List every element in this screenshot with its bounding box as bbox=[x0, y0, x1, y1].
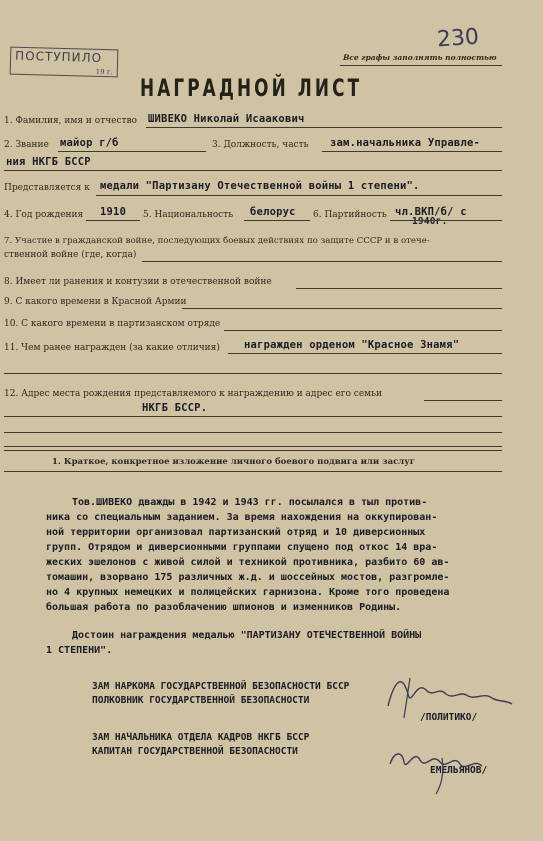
archive-number: 230 bbox=[436, 24, 480, 53]
section-heading: 1. Краткое, конкретное изложение личного боевого подвига или заслуг bbox=[52, 457, 415, 467]
all-fields-note: Все графы заполнять полностью bbox=[343, 53, 497, 62]
field3-line bbox=[322, 151, 502, 152]
field12-line bbox=[424, 400, 502, 401]
field1-value: ШИВЕКО Николай Исаакович bbox=[148, 113, 305, 125]
field2-value: майор г/б bbox=[60, 137, 119, 149]
field12-line-cont2 bbox=[4, 432, 502, 433]
field2-line bbox=[58, 151, 206, 152]
field5-label: 5. Национальность bbox=[143, 210, 234, 220]
received-stamp bbox=[10, 47, 119, 78]
signature2-title: ЗАМ НАЧАЛЬНИКА ОТДЕЛА КАДРОВ НКГБ БССР bbox=[92, 732, 310, 743]
field3-value: зам.начальника Управле- bbox=[330, 137, 480, 149]
field6-line bbox=[390, 220, 502, 221]
body-line: жеских эшелонов с живой силой и техникой противника, разбито 60 ав- bbox=[46, 557, 450, 568]
body-line: но 4 крупных немецких и полицейских гарнизона. Кроме того проведена bbox=[46, 587, 450, 598]
page-title: НАГРАДНОЙ ЛИСТ bbox=[140, 74, 363, 102]
conclusion-line: 1 СТЕПЕНИ". bbox=[46, 645, 113, 656]
field8-line bbox=[296, 288, 502, 289]
conclusion-line: Достоин награждения медалью "ПАРТИЗАНУ ОТЕЧЕСТВЕННОЙ ВОЙНЫ bbox=[72, 630, 422, 641]
field9-label: 9. С какого времени в Красной Армии bbox=[4, 297, 187, 307]
field7-line bbox=[142, 261, 502, 262]
field3-line-cont bbox=[4, 170, 502, 171]
field5-line bbox=[244, 220, 310, 221]
present-line bbox=[96, 195, 502, 196]
present-label: Представляется к bbox=[4, 183, 90, 193]
field1-label: 1. Фамилия, имя и отчество bbox=[4, 116, 137, 126]
field9-line bbox=[182, 308, 502, 309]
present-value: медали "Партизану Отечественной войны 1 степени". bbox=[100, 180, 420, 192]
field8-label: 8. Имеет ли ранения и контузии в отечественной войне bbox=[4, 277, 272, 287]
body-line: большая работа по разоблачению шпионов и изменников Родины. bbox=[46, 602, 402, 613]
stamp-label: ПОСТУПИЛО bbox=[14, 48, 103, 65]
signature1-title: ЗАМ НАРКОМА ГОСУДАРСТВЕННОЙ БЕЗОПАСНОСТИ БССР bbox=[92, 681, 350, 692]
section-rule-bottom bbox=[4, 471, 502, 472]
signature1-handwriting bbox=[380, 664, 520, 724]
body-line: Тов.ШИВЕКО дважды в 1942 и 1943 гг. посылался в тыл против- bbox=[72, 497, 428, 508]
field1-line bbox=[146, 127, 502, 128]
field7-label-cont: ственной войне (где, когда) bbox=[4, 250, 137, 260]
note-underline bbox=[340, 65, 502, 66]
signature2-name: ЕМЕЛЬЯНОВ/ bbox=[430, 765, 488, 776]
signature1-rank: ПОЛКОВНИК ГОСУДАРСТВЕННОЙ БЕЗОПАСНОСТИ bbox=[92, 695, 310, 706]
field4-value: 1910 bbox=[100, 206, 127, 218]
field12-value: НКГБ БССР. bbox=[142, 402, 208, 414]
field5-value: белорус bbox=[250, 206, 296, 218]
field4-line bbox=[86, 220, 140, 221]
field12-label: 12. Адрес места рождения представляемого к награждению и адрес его семьи bbox=[4, 389, 383, 399]
field12-line-cont bbox=[4, 416, 502, 417]
field10-label: 10. С какого времени в партизанском отряде bbox=[4, 319, 221, 329]
section-rule-top bbox=[4, 446, 502, 451]
field6-value: чл.ВКП/б/ с bbox=[395, 206, 467, 218]
field3-label: 3. Должность, часть bbox=[212, 140, 309, 150]
field7-label: 7. Участие в гражданской войне, последующих боевых действиях по защите СССР и в отече- bbox=[4, 236, 430, 246]
signature2-handwriting bbox=[384, 728, 504, 798]
signature1-name: /ПОЛИТИКО/ bbox=[420, 712, 478, 723]
body-line: томашин, взорвано 175 различных ж.д. и шоссейных мостов, разгромле- bbox=[46, 572, 450, 583]
field10-line bbox=[224, 330, 502, 331]
signature2-rank: КАПИТАН ГОСУДАРСТВЕННОЙ БЕЗОПАСНОСТИ bbox=[92, 746, 298, 757]
field6-value-cont: 1940г. bbox=[412, 216, 448, 227]
field11-label: 11. Чем ранее награжден (за какие отличия) bbox=[4, 343, 220, 353]
field11-value: награжден орденом "Красное Знамя" bbox=[244, 339, 460, 351]
field11-line-cont bbox=[4, 373, 502, 374]
field6-label: 6. Партийность bbox=[313, 210, 387, 220]
field2-label: 2. Звание bbox=[4, 140, 49, 150]
body-line: ной территории организовал партизанский отряд и 10 диверсионных bbox=[46, 527, 426, 538]
field4-label: 4. Год рождения bbox=[4, 210, 84, 220]
field3-value-cont: ния НКГБ БССР bbox=[6, 156, 91, 168]
body-line: групп. Отрядом и диверсионными группами спущено под откос 14 вра- bbox=[46, 542, 438, 553]
stamp-sub: 19 г. bbox=[95, 67, 113, 77]
field11-line bbox=[228, 353, 502, 354]
body-line: ника со специальным заданием. За время нахождения на оккупирован- bbox=[46, 512, 438, 523]
